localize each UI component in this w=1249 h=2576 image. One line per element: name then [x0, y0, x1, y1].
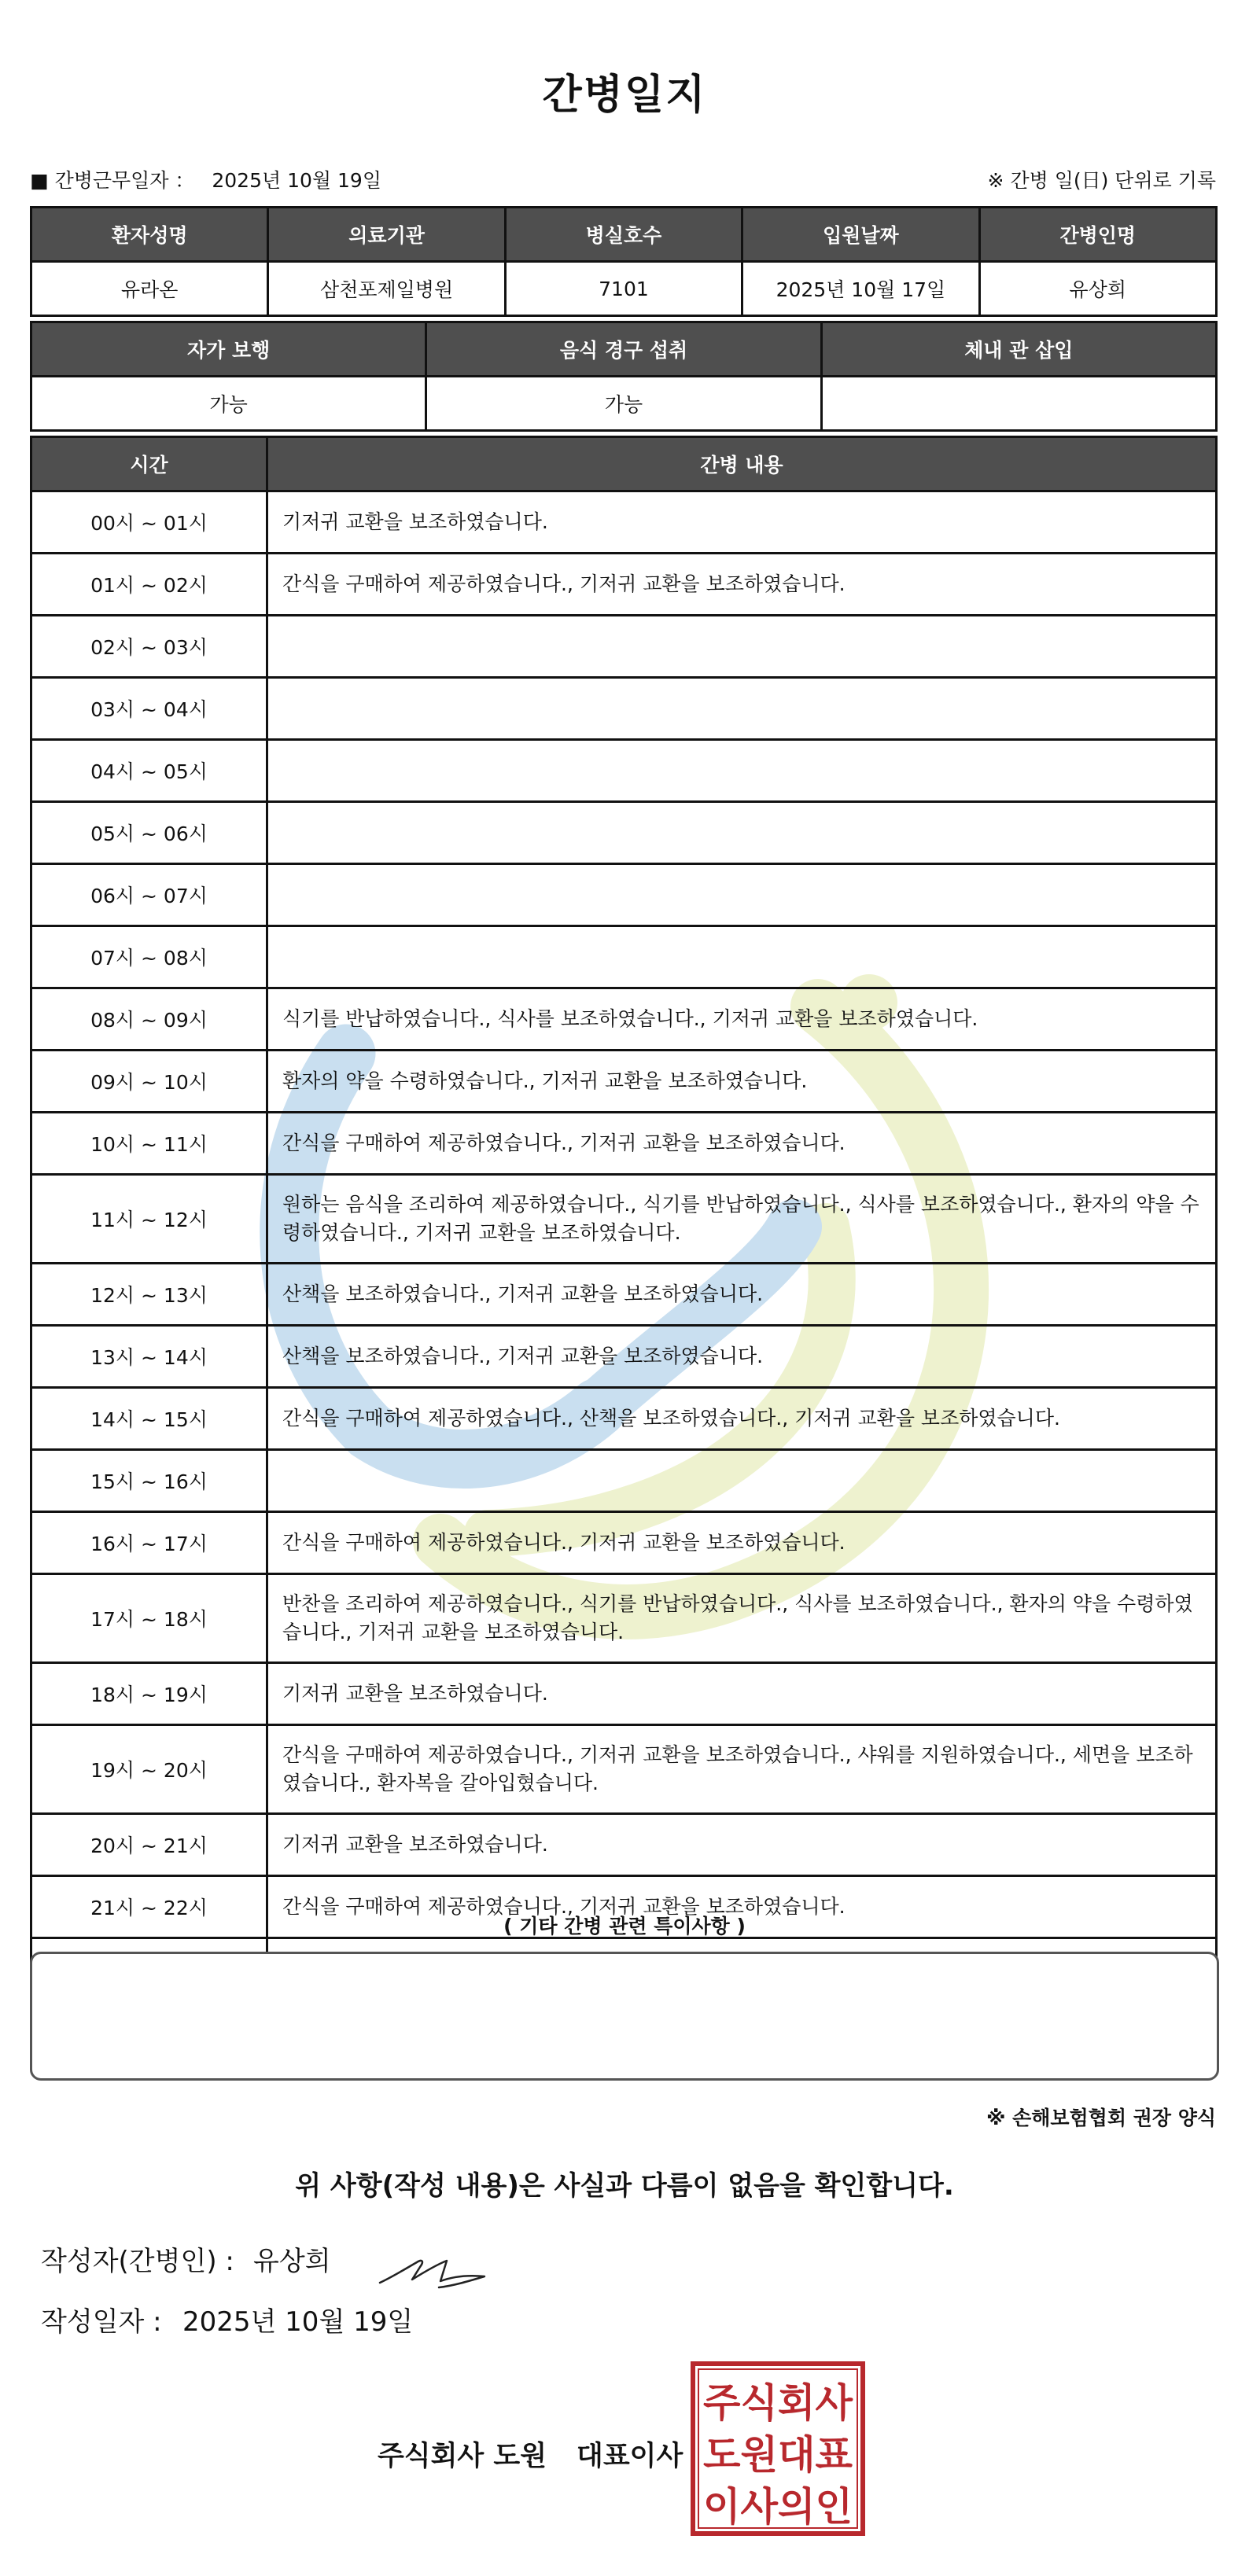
log-row [31, 1663, 1217, 1725]
log-time: 07시 ~ 08시 [31, 926, 267, 988]
log-time: 01시 ~ 02시 [31, 554, 267, 616]
log-row [31, 1264, 1217, 1326]
log-row [31, 616, 1217, 678]
log-time: 14시 ~ 15시 [31, 1388, 267, 1450]
log-content: 기저귀 교환을 보조하였습니다. [267, 491, 1217, 554]
log-content: 산책을 보조하였습니다., 기저귀 교환을 보조하였습니다. [267, 1326, 1217, 1388]
log-content: 간식을 구매하여 제공하였습니다., 기저귀 교환을 보조하였습니다. [267, 1512, 1217, 1574]
log-time: 05시 ~ 06시 [31, 802, 267, 864]
admission-date: 2025년 10월 17일 [742, 262, 979, 316]
work-date-value: 2025년 10월 19일 [212, 169, 381, 192]
log-row [31, 864, 1217, 926]
caregiver-name: 유상희 [979, 262, 1216, 316]
association-note: ※ 손해보험협회 권장 양식 [986, 2107, 1216, 2129]
log-row [31, 1051, 1217, 1113]
log-row [31, 678, 1217, 740]
header-care-content: 간병 내용 [267, 437, 1217, 491]
header-patient-name: 환자성명 [31, 208, 268, 262]
representative-title: 대표이사 [577, 2441, 683, 2472]
company-name: 주식회사 도원 [378, 2441, 547, 2472]
log-row [31, 1388, 1217, 1450]
patient-status-table [30, 321, 1218, 432]
header-time: 시간 [31, 437, 267, 491]
log-row [31, 926, 1217, 988]
company-seal-stamp [691, 2361, 865, 2536]
confirmation-statement: 위 사항(작성 내용)은 사실과 다름이 없음을 확인합니다. [295, 2170, 954, 2202]
work-date-line [30, 165, 381, 193]
log-time: 18시 ~ 19시 [31, 1663, 267, 1725]
log-time: 11시 ~ 12시 [31, 1175, 267, 1264]
self-walking-value: 가능 [31, 377, 426, 431]
log-row [31, 1725, 1217, 1814]
unit-note: ※ 간병 일(日) 단위로 기록 [987, 169, 1216, 192]
log-row [31, 740, 1217, 802]
log-content: 기저귀 교환을 보조하였습니다. [267, 1663, 1217, 1725]
log-content: 환자의 약을 수령하였습니다., 기저귀 교환을 보조하였습니다. [267, 1051, 1217, 1113]
patient-value-row [31, 262, 1217, 316]
log-content [267, 678, 1217, 740]
log-time: 09시 ~ 10시 [31, 1051, 267, 1113]
log-time: 04시 ~ 05시 [31, 740, 267, 802]
status-header-row [31, 322, 1217, 377]
log-content [267, 616, 1217, 678]
svg-text:도원대표: 도원대표 [703, 2432, 853, 2478]
header-tube-insertion: 체내 관 삽입 [821, 322, 1216, 377]
svg-text:주식회사: 주식회사 [703, 2380, 853, 2426]
log-time: 21시 ~ 22시 [31, 1876, 267, 1938]
log-row [31, 1574, 1217, 1663]
log-time: 06시 ~ 07시 [31, 864, 267, 926]
log-row [31, 1450, 1217, 1512]
log-content: 간식을 구매하여 제공하였습니다., 기저귀 교환을 보조하였습니다., 샤워를 지원하였습니다., 세면을 보조하였습니다., 환자복을 갈아입혔습니다. [267, 1725, 1217, 1814]
log-time: 13시 ~ 14시 [31, 1326, 267, 1388]
log-time: 19시 ~ 20시 [31, 1725, 267, 1814]
date-label: 작성일자 : [41, 2306, 162, 2338]
company-line [378, 2434, 683, 2474]
svg-text:이사의인: 이사의인 [703, 2484, 853, 2530]
log-time: 15시 ~ 16시 [31, 1450, 267, 1512]
handwritten-signature [376, 2245, 494, 2300]
log-time: 02시 ~ 03시 [31, 616, 267, 678]
log-row [31, 554, 1217, 616]
log-content [267, 1450, 1217, 1512]
log-content: 간식을 구매하여 제공하였습니다., 기저귀 교환을 보조하였습니다. [267, 554, 1217, 616]
care-log-table [30, 436, 1218, 2063]
log-time: 20시 ~ 21시 [31, 1814, 267, 1876]
log-content: 반찬을 조리하여 제공하였습니다., 식기를 반납하였습니다., 식사를 보조하였습니다., 환자의 약을 수령하였습니다., 기저귀 교환을 보조하였습니다. [267, 1574, 1217, 1663]
log-time: 17시 ~ 18시 [31, 1574, 267, 1663]
oral-intake-value: 가능 [426, 377, 821, 431]
log-body [31, 491, 1217, 2063]
log-content: 기저귀 교환을 보조하였습니다. [267, 1814, 1217, 1876]
log-row [31, 1326, 1217, 1388]
log-row [31, 1175, 1217, 1264]
log-row [31, 802, 1217, 864]
patient-header-row [31, 208, 1217, 262]
log-time: 00시 ~ 01시 [31, 491, 267, 554]
log-header-row [31, 437, 1217, 491]
room-number: 7101 [505, 262, 742, 316]
status-value-row [31, 377, 1217, 431]
log-row [31, 988, 1217, 1051]
writer-name: 유상희 [253, 2246, 331, 2277]
log-row [31, 491, 1217, 554]
notes-box [30, 1952, 1219, 2081]
header-admission-date: 입원날짜 [742, 208, 979, 262]
log-content [267, 864, 1217, 926]
log-row [31, 1113, 1217, 1175]
writer-label: 작성자(간병인) : [41, 2246, 234, 2277]
log-content: 간식을 구매하여 제공하였습니다., 산책을 보조하였습니다., 기저귀 교환을 보조하였습니다. [267, 1388, 1217, 1450]
log-row [31, 1512, 1217, 1574]
header-self-walking: 자가 보행 [31, 322, 426, 377]
log-time: 10시 ~ 11시 [31, 1113, 267, 1175]
work-date-label: ■ 간병근무일자 ： [30, 169, 195, 192]
log-content: 원하는 음식을 조리하여 제공하였습니다., 식기를 반납하였습니다., 식사를 보조하였습니다., 환자의 약을 수령하였습니다., 기저귀 교환을 보조하였습니다. [267, 1175, 1217, 1264]
header-hospital: 의료기관 [268, 208, 505, 262]
patient-name: 유라온 [31, 262, 268, 316]
log-content [267, 802, 1217, 864]
document-title: 간병일지 [542, 72, 707, 119]
log-time: 12시 ~ 13시 [31, 1264, 267, 1326]
log-content [267, 740, 1217, 802]
patient-info-table [30, 206, 1218, 317]
header-room: 병실호수 [505, 208, 742, 262]
log-time: 16시 ~ 17시 [31, 1512, 267, 1574]
notes-title: ( 기타 간병 관련 특이사항 ) [503, 1915, 746, 1938]
log-row [31, 1814, 1217, 1876]
written-date: 2025년 10월 19일 [182, 2306, 414, 2338]
log-time: 03시 ~ 04시 [31, 678, 267, 740]
header-oral-intake: 음식 경구 섭취 [426, 322, 821, 377]
hospital-name: 삼천포제일병원 [268, 262, 505, 316]
log-time: 08시 ~ 09시 [31, 988, 267, 1051]
log-content: 산책을 보조하였습니다., 기저귀 교환을 보조하였습니다. [267, 1264, 1217, 1326]
log-content: 간식을 구매하여 제공하였습니다., 기저귀 교환을 보조하였습니다. [267, 1113, 1217, 1175]
header-caregiver: 간병인명 [979, 208, 1216, 262]
log-content: 간식을 구매하여 제공하였습니다., 기저귀 교환을 보조하였습니다. [267, 1876, 1217, 1938]
tube-insertion-value [821, 377, 1216, 431]
log-content [267, 926, 1217, 988]
log-content: 식기를 반납하였습니다., 식사를 보조하였습니다., 기저귀 교환을 보조하였습니다. [267, 988, 1217, 1051]
